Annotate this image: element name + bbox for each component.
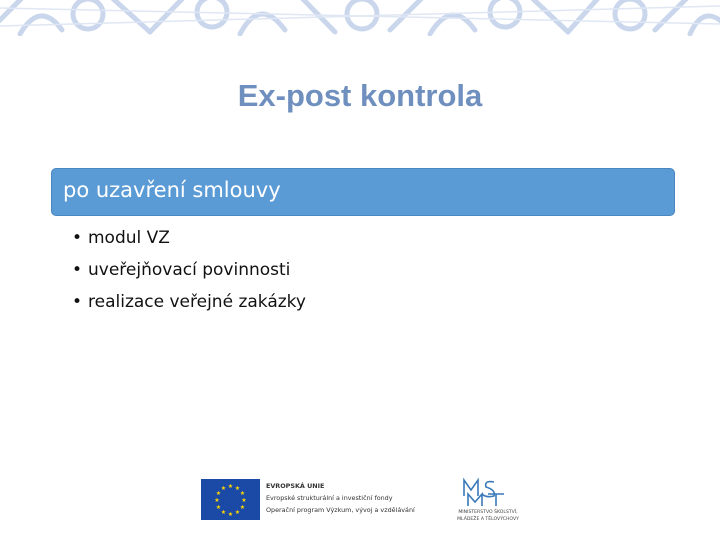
bullet-item: • uveřejňovací povinnosti — [72, 254, 306, 286]
svg-text:★: ★ — [239, 490, 246, 497]
bullet-item: • realizace veřejné zakázky — [72, 286, 306, 318]
slide-title: Ex-post kontrola — [237, 78, 483, 113]
svg-text:★: ★ — [234, 509, 241, 516]
eu-logo-text: EVROPSKÁ UNIE Evropské strukturální a investiční fondy Operační program Výzkum, vývoj a vzdělávání — [266, 482, 415, 514]
svg-text:★: ★ — [227, 511, 234, 518]
svg-text:★: ★ — [239, 504, 246, 511]
bullet-dot-icon: • — [72, 228, 83, 248]
section-header-text: po uzavření smlouvy — [63, 178, 281, 202]
msmt-emblem-icon — [446, 476, 530, 510]
bullet-item: • modul VZ — [72, 222, 306, 254]
svg-text:★: ★ — [234, 485, 241, 492]
svg-text:★: ★ — [220, 485, 227, 492]
svg-text:★: ★ — [215, 490, 222, 497]
msmt-logo: MINISTERSTVO ŠKOLSTVÍ, MLÁDEŽE A TĚLOVÝCHOVY — [446, 476, 530, 528]
bullet-dot-icon: • — [72, 292, 83, 312]
bullet-dot-icon: • — [72, 260, 83, 280]
bullet-list — [72, 222, 306, 318]
decorative-top-band — [0, 0, 720, 36]
eu-flag-icon — [201, 479, 260, 520]
svg-text:★: ★ — [227, 483, 234, 490]
svg-text:★: ★ — [214, 497, 220, 504]
molecule-pattern — [0, 0, 720, 36]
svg-text:★: ★ — [215, 504, 222, 511]
section-header-bar — [51, 168, 675, 216]
svg-text:★: ★ — [220, 509, 227, 516]
svg-text:★: ★ — [241, 497, 247, 504]
footer-logos — [0, 470, 720, 530]
